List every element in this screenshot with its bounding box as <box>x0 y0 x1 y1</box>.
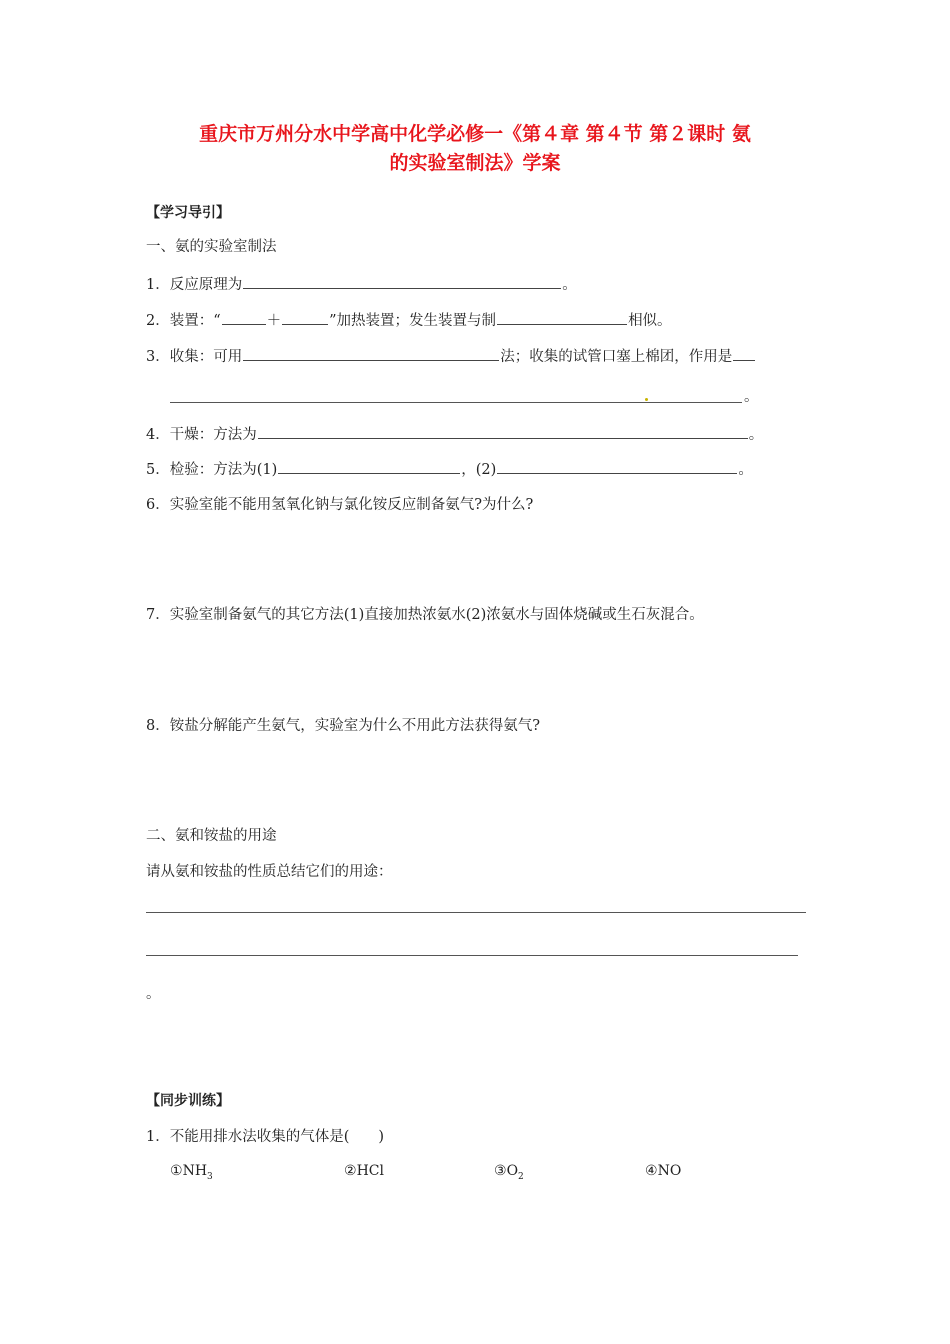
stray-mark <box>645 398 648 401</box>
section-2-prompt: 请从氨和铵盐的性质总结它们的用途： <box>146 864 393 880</box>
q4-end: 。 <box>748 427 764 443</box>
q3-continuation-blank[interactable] <box>170 402 742 403</box>
question-7: 7．实验室制备氨气的其它方法(1)直接加热浓氨水(2)浓氨水与固体烧碱或生石灰混合。 <box>146 607 704 623</box>
study-guide-heading: 【学习导引】 <box>146 205 230 221</box>
q2-end: 相似。 <box>628 313 672 329</box>
q5-blank-1[interactable] <box>278 459 460 474</box>
question-6: 6．实验室能不能用氢氧化钠与氯化铵反应制备氨气?为什么? <box>146 497 534 513</box>
q5-mid: ，(2) <box>461 462 497 478</box>
practice-question-1: 1．不能用排水法收集的气体是( ) <box>146 1129 385 1145</box>
question-4 <box>146 424 763 445</box>
q1-label: 1．反应原理为 <box>146 277 243 293</box>
q3-label: 3．收集：可用 <box>146 349 243 365</box>
answer-line-2[interactable] <box>146 955 798 956</box>
section-1-heading: 一、氨的实验室制法 <box>146 239 277 255</box>
practice-heading: 【同步训练】 <box>146 1093 230 1109</box>
option-3[interactable]: $③O_2$ <box>494 1163 524 1182</box>
option-1[interactable]: $①NH_3$ <box>170 1163 213 1182</box>
question-8: 8．铵盐分解能产生氨气，实验室为什么不用此方法获得氨气? <box>146 718 540 734</box>
option-4[interactable]: ④NO <box>645 1163 682 1179</box>
q4-label: 4．干燥：方法为 <box>146 427 257 443</box>
section-2-heading: 二、氨和铵盐的用途 <box>146 828 277 844</box>
q2-label: 2．装置：“ <box>146 313 221 329</box>
q5-end: 。 <box>738 462 753 478</box>
answer-line-1[interactable] <box>146 912 806 913</box>
q3-end: 。 <box>744 389 759 405</box>
q4-blank[interactable] <box>258 424 748 439</box>
q5-label: 5．检验：方法为(1) <box>146 462 278 478</box>
q2-blank-b[interactable] <box>282 310 328 325</box>
section-2-end: 。 <box>146 986 161 1002</box>
q1-end: 。 <box>562 277 577 293</box>
q2-plus: ＋ <box>266 313 282 329</box>
question-3 <box>146 346 756 367</box>
question-2 <box>146 310 672 331</box>
title-line-2: 的实验室制法》学案 <box>389 152 561 174</box>
title-line-1: 重庆市万州分水中学高中化学必修一《第４章 第４节 第２课时 氨 <box>199 123 751 145</box>
q2-mid: ”加热装置；发生装置与制 <box>329 313 497 329</box>
question-1 <box>146 274 577 295</box>
q5-blank-2[interactable] <box>497 459 737 474</box>
option-2[interactable]: ②HCl <box>344 1163 384 1179</box>
q3-blank-a[interactable] <box>243 346 499 361</box>
q3-mid: 法；收集的试管口塞上棉团，作用是 <box>500 349 733 365</box>
q3-blank-b[interactable] <box>733 346 755 361</box>
question-5 <box>146 459 753 480</box>
document-title <box>130 120 820 178</box>
q2-blank-a[interactable] <box>222 310 266 325</box>
q2-blank-c[interactable] <box>497 310 627 325</box>
q1-blank[interactable] <box>243 274 561 289</box>
